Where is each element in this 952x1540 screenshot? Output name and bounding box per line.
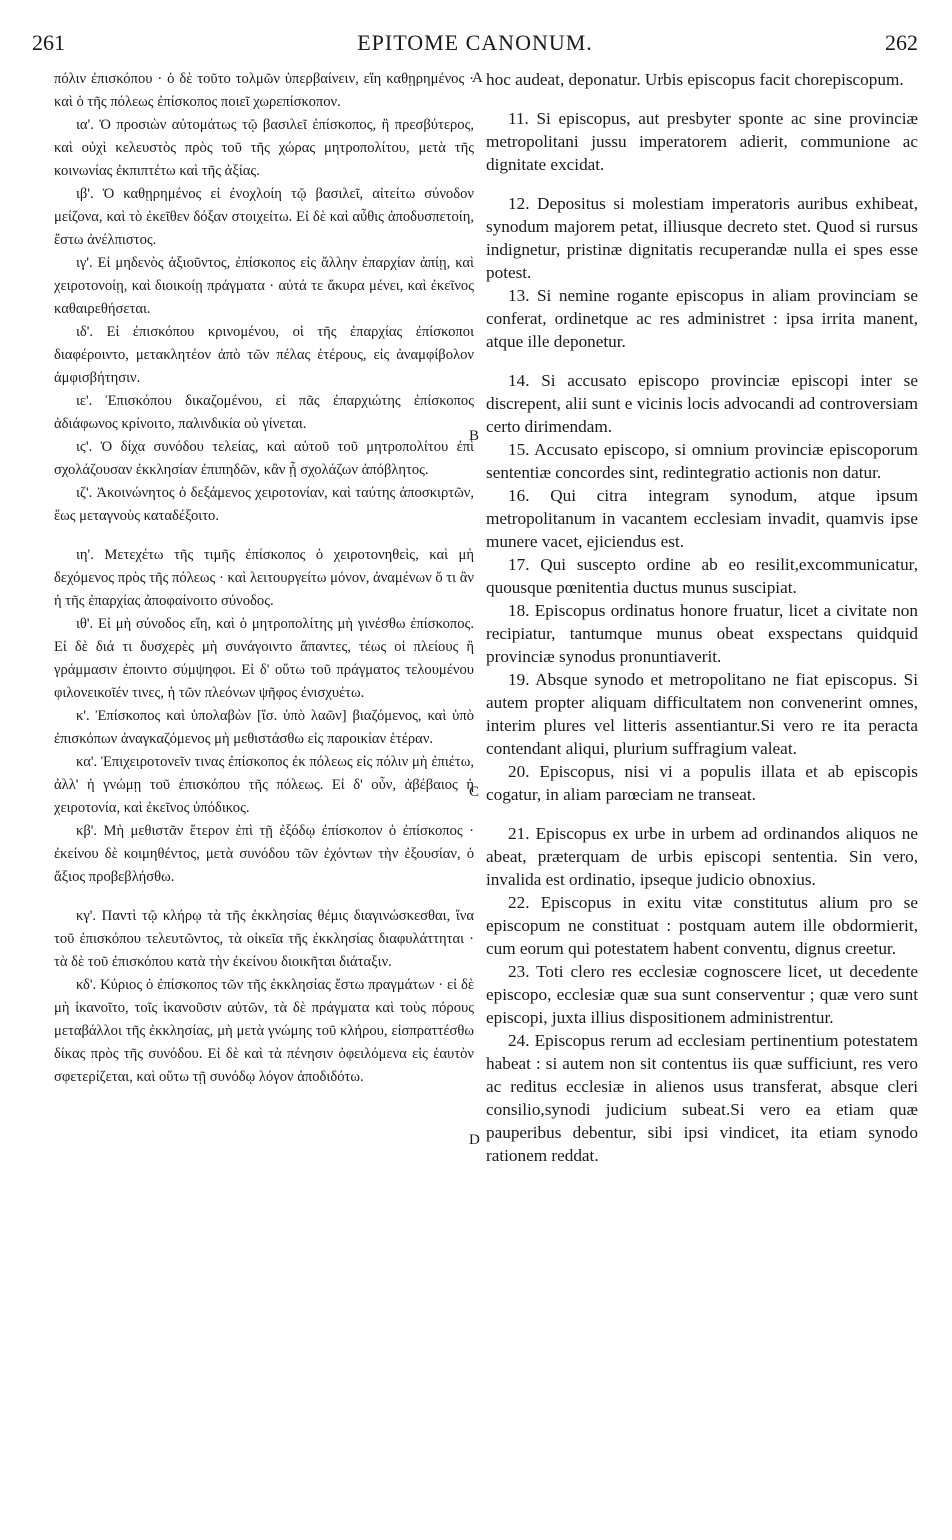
running-title: EPITOME CANONUM.	[357, 30, 593, 55]
greek-canon-21: κα'. Ἐπιχειροτονεῖν τινας ἐπίσκοπος ἐκ πόλεως εἰς πόλιν μὴ ἐπιέτω, ἀλλ' ἡ γνώμῃ τοῦ ἐπισκόπου τῆς πόλεως. Εἰ δ' οὖν, ἀβέβαιος ἡ χειροτονία, καὶ ἐκεῖνος ὑπόδικος.	[54, 754, 474, 816]
latin-gap	[486, 353, 918, 369]
latin-canon-22: 22. Episcopus in exitu vitæ constitutus alium pro se episcopum ne constituat : postquam autem ille obdormierit, cum eorum qui potestatem habent conventu, dignus creetur.	[486, 893, 918, 958]
latin-canon-11: 11. Si episcopus, aut presbyter sponte ac sine provinciæ metropolitani jussu imperatorem adierit, communione ac dignitate excidat.	[486, 109, 918, 174]
latin-column	[486, 68, 918, 1167]
margin-letter-a: A	[472, 70, 483, 86]
page-number-left: 261	[32, 30, 65, 55]
latin-gap	[486, 176, 918, 192]
page-number-right: 262	[885, 30, 918, 55]
greek-gap	[54, 889, 474, 905]
latin-canon-17: 17. Qui suscepto ordine ab eo resilit,excommunicatur, quousque pœnitentia ductus munus suscipiat.	[486, 555, 918, 597]
latin-gap	[486, 806, 918, 822]
greek-canon-18: ιη'. Μετεχέτω τῆς τιμῆς ἐπίσκοπος ὁ χειροτονηθεὶς, καὶ μὴ δεχόμενος πρὸς τῆς πόλεως · καὶ λειτουργείτω μόνον, ἀναμένων ὅ τι ἂν ἡ τῆς ἐπαρχίας ἀποφαίνοιτο σύνοδος.	[54, 547, 474, 609]
greek-canon-10-end: πόλιν ἐπισκόπου · ὁ δὲ τοῦτο τολμῶν ὑπερβαίνειν, εἴη καθῃρημένος · καὶ ὁ τῆς πόλεως ἐπίσκοπος ποιεῖ χωρεπίσκοπον.	[54, 71, 474, 110]
latin-canon-19: 19. Absque synodo et metropolitano ne fiat episcopus. Si autem propter aliquam difficultatem non convenerint omnes, interim plures vel litteris assentiantur.Si vero re ita peracta contendant aliqui, plurium suffragium valeat.	[486, 670, 918, 758]
greek-canon-22: κβ'. Μὴ μεθιστᾶν ἕτερον ἐπὶ τῇ ἐξόδῳ ἐπίσκοπον ὁ ἐπίσκοπος · ἐκείνου δὲ κοιμηθέντος, μετὰ συνόδου τῶν ἐχόντων τὴν ἐξουσίαν, ὁ ἄξιος προβεβλήσθω.	[54, 823, 474, 885]
greek-canon-16: ιϛ'. Ὁ δίχα συνόδου τελείας, καὶ αὐτοῦ τοῦ μητροπολίτου ἐπὶ σχολάζουσαν ἐκκλησίαν ἐπιπηδῶν, κἂν ᾖ σχολάζων ἀπόβλητος.	[54, 439, 474, 478]
greek-canon-13: ιγ'. Εἰ μηδενὸς ἀξιοῦντος, ἐπίσκοπος εἰς ἄλλην ἐπαρχίαν ἀπίῃ, καὶ χειροτονοίῃ, καὶ διοικοίῃ πράγματα · αὐτά τε ἄκυρα μένει, καὶ ἐκεῖνος καθαιρεθήσεται.	[54, 255, 474, 317]
greek-canon-17: ιζ'. Ἀκοινώνητος ὁ δεξάμενος χειροτονίαν, καὶ ταύτης ἀποσκιρτῶν, ἕως μεταγνοὺς καταδέξοιτο.	[54, 485, 474, 524]
greek-canon-19: ιθ'. Εἰ μὴ σύνοδος εἴη, καὶ ὁ μητροπολίτης μὴ γινέσθω ἐπίσκοπος. Εἰ δὲ διά τι δυσχερὲς μὴ συνάγοιντο ἅπαντες, τέως οἱ πλείους ἢ γράμμασιν ἐποιντο σύμψηφοι. Εἰ δ' οὕτω τοῦ πράγματος τελουμένου φιλονεικοῖέν τινες, ἡ τῶν πλεόνων ψῆφος ἐνισχυέτω.	[54, 616, 474, 701]
latin-canon-16: 16. Qui citra integram synodum, atque ipsum metropolitanum in vacantem ecclesiam invadit, quamvis ipse munere vacet, ejiciendus est.	[486, 486, 918, 551]
latin-canon-14: 14. Si accusato episcopo provinciæ episcopi inter se discrepent, alii sunt e vicinis locis advocandi ad controversiam certo dirimendam.	[486, 371, 918, 436]
greek-canon-14: ιδ'. Εἰ ἐπισκόπου κρινομένου, οἱ τῆς ἐπαρχίας ἐπίσκοποι διαφέροιντο, μετακλητέον ἀπὸ τῶν πέλας ἑτέρους, εἰς ἀναμφίβολον ἀμφισβήτησιν.	[54, 324, 474, 386]
greek-canon-20: κ'. Ἐπίσκοπος καὶ ὑπολαβὼν [ἴσ. ὑπὸ λαῶν] βιαζόμενος, καὶ ὑπὸ ἐπισκόπων ἀναγκαζόμενος μὴ μεθιστάσθω εἰς παροικίαν ἑτέραν.	[54, 708, 474, 747]
latin-canon-12: 12. Depositus si molestiam imperatoris auribus exhibeat, synodum majorem petat, illiusque decreto stet. Quod si rursus indignetur, pristinæ dignitatis recuperandæ nulla ei spes esse potest.	[486, 194, 918, 282]
latin-canon-21: 21. Episcopus ex urbe in urbem ad ordinandos aliquos ne abeat, præterquam de urbis episcopi sententia. Sin vero, invalida est ordinatio, ipseque judicio obnoxius.	[486, 824, 918, 889]
latin-canon-23: 23. Toti clero res ecclesiæ cognoscere licet, ut decedente episcopo, ecclesiæ quæ sua sunt conserventur ; quæ vero sunt episcopi, juxta illius dispositionem administrentur.	[486, 962, 918, 1027]
greek-canon-24: κδ'. Κύριος ὁ ἐπίσκοπος τῶν τῆς ἐκκλησίας ἔστω πραγμάτων · εἰ δὲ μὴ ἱκανοῖτο, τοῖς ἱκανοῦσιν αὐτῶν, τὰ δὲ πράγματα καὶ τοὺς πόρους μεταβάλλοι τῆς ἐκκλησίας, μὴ μετὰ γνώμης τοῦ κλήρου, εἰσπραττέσθω δίκας πρὸς τῆς συνόδου. Εἰ δὲ καὶ τὰ πένησιν ὀφειλόμενα εἰς ἑαυτὸν σφετερίζεται, καὶ οὕτω τῇ συνόδῳ λόγον ἀποδιδότω.	[54, 977, 474, 1085]
latin-canon-15: 15. Accusato episcopo, si omnium provinciæ episcoporum sententiæ concordes sint, redintegratio actionis non datur.	[486, 440, 918, 482]
margin-letter-b: B	[469, 428, 480, 444]
margin-letter-d: D	[469, 1132, 480, 1148]
greek-column	[54, 68, 474, 1089]
greek-gap	[54, 528, 474, 544]
latin-canon-10-end: hoc audeat, deponatur. Urbis episcopus facit chorepiscopum.	[486, 70, 904, 89]
latin-canon-20: 20. Episcopus, nisi vi a populis illata et ab episcopis cogatur, in aliam parœciam ne transeat.	[486, 762, 918, 804]
page-header	[32, 30, 918, 66]
latin-canon-13: 13. Si nemine rogante episcopus in aliam provinciam se conferat, ordinetque ac res administret : ipsa irrita manent, atque ille deponetur.	[486, 286, 918, 351]
latin-gap	[486, 91, 918, 107]
latin-canon-18: 18. Episcopus ordinatus honore fruatur, licet a civitate non recipiatur, tantumque munus obeat exspectans quidquid provinciæ synodus pronuntiaverit.	[486, 601, 918, 666]
greek-canon-12: ιβ'. Ὁ καθῃρημένος εἰ ἐνοχλοίη τῷ βασιλεῖ, αἰτείτω σύνοδον μείζονα, καὶ τὸ ἐκεῖθεν δόξαν στοιχείτω. Εἰ δὲ καὶ αὖθις ἀποδυσπετοίη, ἔστω ἀνέλπιστος.	[54, 186, 474, 248]
greek-canon-11: ια'. Ὁ προσιὼν αὐτομάτως τῷ βασιλεῖ ἐπίσκοπος, ἢ πρεσβύτερος, καὶ οὐχὶ κελευστὸς πρὸς τοῦ τῆς χώρας μητροπολίτου, μετὰ τῆς κοινωνίας ἐκπιπτέτω καὶ τῆς ἀξίας.	[54, 117, 474, 179]
greek-canon-23: κγ'. Παντὶ τῷ κλήρῳ τὰ τῆς ἐκκλησίας θέμις διαγινώσκεσθαι, ἵνα τοῦ ἐπισκόπου τελευτῶντος, τὰ οἰκεῖα τῆς ἐκκλησίας διαφυλάττηται · τὰ δὲ τοῦ ἐπισκόπου κατὰ τὴν ἐκείνου διοικῆται διάταξιν.	[54, 908, 474, 970]
latin-canon-24: 24. Episcopus rerum ad ecclesiam pertinentium potestatem habeat : si autem non sit contentus iis quæ sufficiunt, res vero ac reditus ecclesiæ in alienos usus transferat, absque cleri consilio,synodi judicium subeat.Si vero ea etiam quæ pauperibus debentur, sibi ipsi vindicet, ita etiam synodo rationem reddat.	[486, 1031, 918, 1165]
greek-canon-15: ιε'. Ἐπισκόπου δικαζομένου, εἰ πᾶς ἐπαρχιώτης ἐπίσκοπος ἀδιάφωνος κρίνοιτο, παλινδικία οὐ γίνεται.	[54, 393, 474, 432]
margin-letter-c: C	[469, 784, 480, 800]
